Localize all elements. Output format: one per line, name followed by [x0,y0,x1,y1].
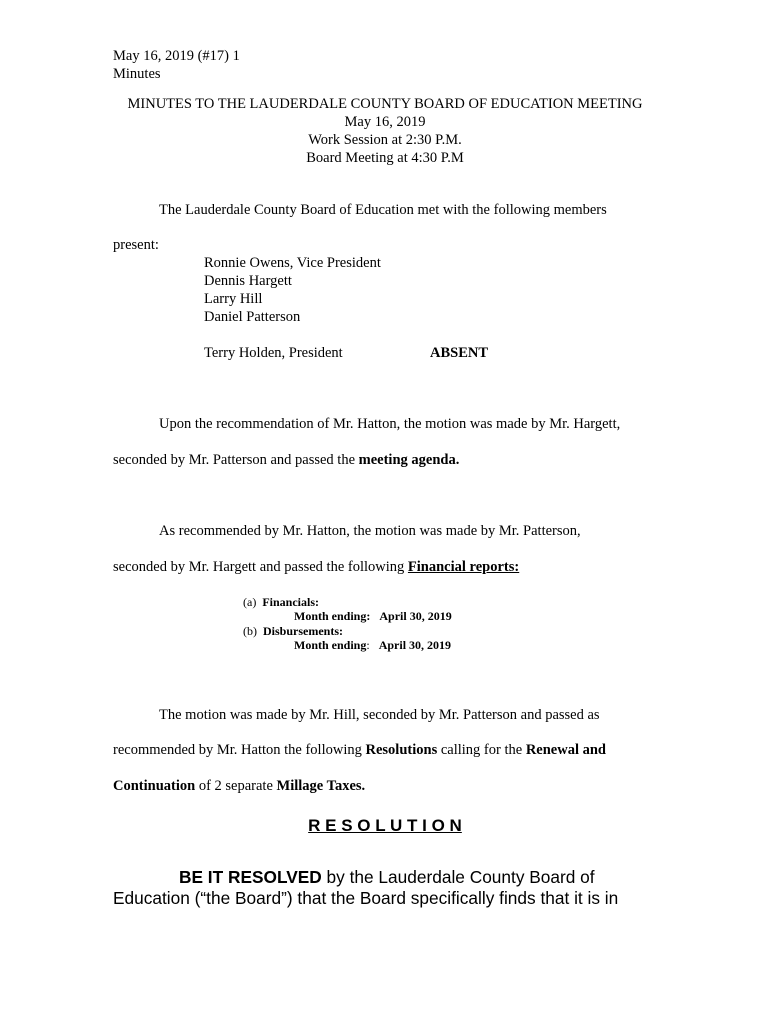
resolution-motion-text: calling for the [437,742,526,758]
resolution-motion-line1: The motion was made by Mr. Hill, seconded by Mr. Patterson and passed as [159,707,600,723]
financial-item-detail [294,609,452,623]
member-name: Ronnie Owens, Vice President [204,255,381,271]
month-ending-colon: : [366,638,370,652]
financial-item-detail [294,638,451,652]
agenda-motion-line1: Upon the recommendation of Mr. Hatton, the motion was made by Mr. Hargett, [159,416,621,432]
month-ending-date: April 30, 2019 [378,638,452,652]
financial-item [243,624,343,638]
meeting-date: May 16, 2019 [344,114,426,130]
item-marker: (a) [243,595,257,609]
agenda-motion-line2 [113,452,459,469]
document-title: MINUTES TO THE LAUDERDALE COUNTY BOARD OF EDUCATION MEETING [127,96,643,112]
resolution-heading: R E S O L U T I O N [308,816,462,835]
resolution-motion-text: of 2 separate [195,778,277,794]
month-ending-label: Month ending [294,638,367,652]
meeting-agenda-bold: meeting agenda. [358,452,460,468]
financial-motion-line1: As recommended by Mr. Hatton, the motion was made by Mr. Patterson, [159,523,581,539]
resolution-body-text: by the Lauderdale County Board of [321,867,595,887]
financial-motion-text: seconded by Mr. Hargett and passed the following [113,559,408,575]
financial-item [243,595,319,609]
present-label: present: [113,237,159,253]
member-name: Dennis Hargett [204,273,292,289]
absent-label: ABSENT [430,345,489,361]
resolution-motion-text: recommended by Mr. Hatton the following [113,742,366,758]
board-meeting-time: Board Meeting at 4:30 P.M [306,150,464,166]
member-name: Larry Hill [204,291,263,307]
agenda-motion-text: seconded by Mr. Patterson and passed the [113,452,359,468]
financial-reports-bold: Financial reports: [407,559,520,575]
attendance-intro: The Lauderdale County Board of Education met with the following members [159,202,607,218]
page-subtitle: Minutes [113,66,161,82]
resolutions-bold: Resolutions [365,742,438,758]
absent-member-name: Terry Holden, President [204,345,343,361]
month-ending-label: Month ending: [294,609,371,623]
resolution-motion-line3 [113,778,365,795]
month-ending-date: April 30, 2019 [379,609,452,623]
page-header-label: May 16, 2019 (#17) 1 [113,48,240,64]
item-marker: (b) [243,624,257,638]
financial-motion-line2 [113,559,519,576]
resolution-body-line2: Education (“the Board”) that the Board specifically finds that it is in [113,888,619,908]
resolution-motion-line2 [113,742,606,759]
renewal-bold: Renewal and [525,742,606,758]
be-it-resolved-bold: BE IT RESOLVED [179,867,322,887]
item-label: Financials: [262,595,319,609]
millage-taxes-bold: Millage Taxes. [276,778,366,794]
item-label: Disbursements: [263,624,343,638]
work-session-time: Work Session at 2:30 P.M. [308,132,462,148]
resolution-body-line1 [179,867,595,888]
continuation-bold: Continuation [113,778,196,794]
member-name: Daniel Patterson [204,309,301,325]
